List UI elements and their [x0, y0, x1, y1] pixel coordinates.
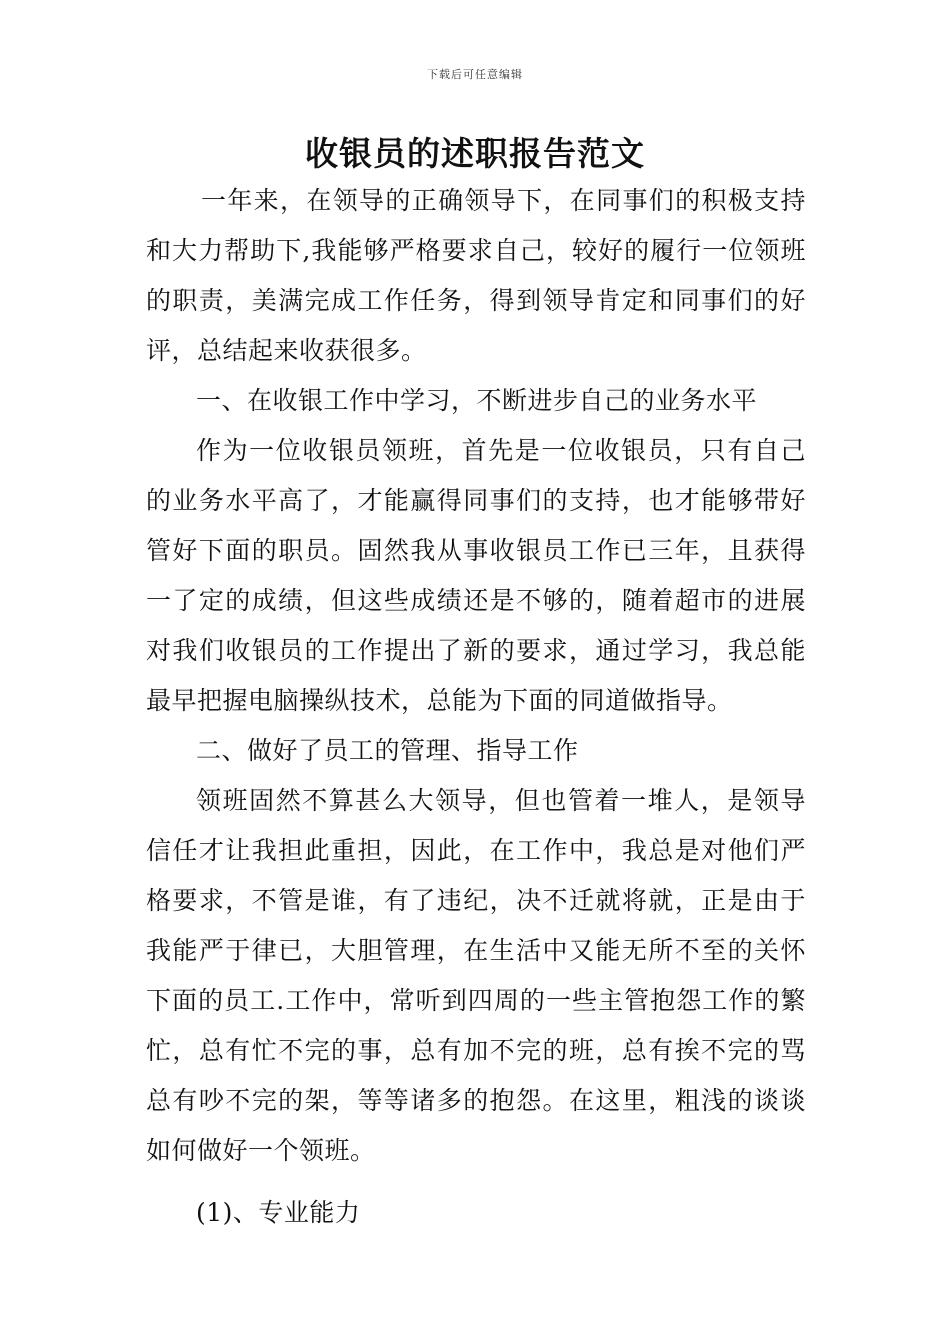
header-note: 下载后可任意编辑	[427, 68, 523, 81]
section-2-paragraph: 领班固然不算甚么大领导，但也管着一堆人，是领导信任才让我担此重担，因此，在工作中，我总是对他们严格要求，不管是谁，有了违纪，决不迁就将就，正是由于我能严于律已，大胆管理，在生活中又能无所不至的关怀下面的员工.工作中，常听到四周的一些主管抱怨工作的繁忙，总有忙不完的事，总有加不完的班，总有挨不完的骂总有吵不完的架，等等诸多的抱怨。在这里，粗浅的谈谈如何做好一个领班。	[146, 786, 806, 1165]
section-heading-1: 一、在收银工作中学习，不断进步自己的业务水平	[196, 386, 758, 415]
intro-paragraph: 一年来，在领导的正确领导下，在同事们的积极支持和大力帮助下,我能够严格要求自己，较好的履行一位领班的职责，美满完成工作任务，得到领导肯定和同事们的好评，总结起来收获很多。	[146, 186, 806, 365]
subsection-heading-1: (1)、专业能力	[196, 1198, 361, 1227]
section-heading-2: 二、做好了员工的管理、指导工作	[196, 736, 579, 765]
document-body	[146, 176, 806, 1238]
document-title: 收银员的述职报告范文	[305, 134, 645, 173]
section-1-paragraph: 作为一位收银员领班，首先是一位收银员，只有自己的业务水平高了，才能赢得同事们的支持，也才能够带好管好下面的职员。固然我从事收银员工作已三年，且获得一了定的成绩，但这些成绩还是不够的，随着超市的进展对我们收银员的工作提出了新的要求，通过学习，我总能最早把握电脑操纵技术，总能为下面的同道做指导。	[146, 436, 806, 715]
